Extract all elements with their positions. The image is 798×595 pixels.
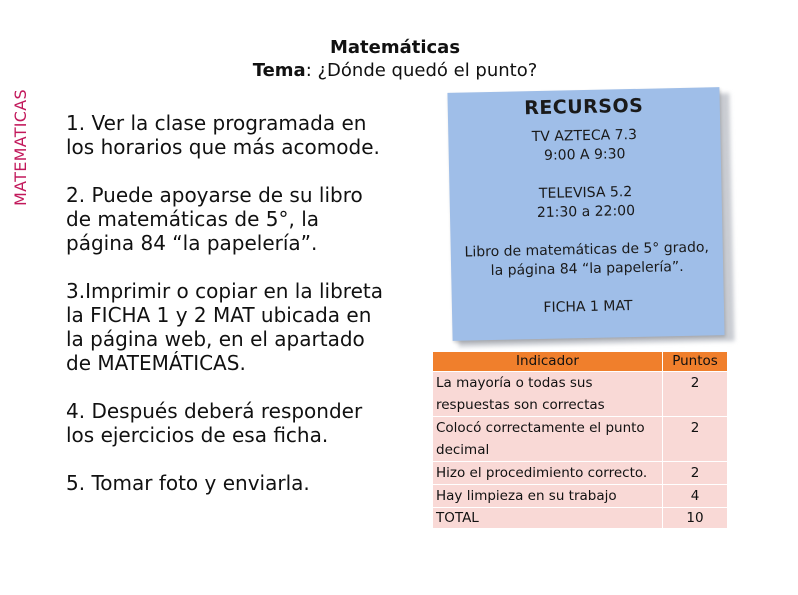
side-subject-label (5, 72, 35, 222)
points-cell: 2 (663, 372, 728, 417)
indicator-cell: La mayoría o todas sus respuestas son correctas (433, 372, 663, 417)
table-row (433, 417, 728, 462)
topic-label: Tema (252, 60, 306, 81)
table-row (433, 485, 728, 508)
side-subject-text: MATEMATICAS (10, 88, 30, 206)
topic-line (150, 59, 640, 82)
total-label: TOTAL (433, 508, 663, 529)
points-column-header: Puntos (663, 352, 728, 372)
points-cell: 4 (663, 485, 728, 508)
televisa-channel: TELEVISA 5.2 (538, 184, 633, 202)
indicator-cell: Hizo el procedimiento correcto. (433, 462, 663, 485)
points-cell: 2 (663, 462, 728, 485)
rubric-table (432, 351, 728, 529)
instruction-step: 3.Imprimir o copiar en la libreta la FICHA 1 y 2 MAT ubicada en la página web, en el apartado de MATEMÁTICAS. (66, 279, 383, 375)
resources-note (447, 87, 724, 341)
table-row (433, 462, 728, 485)
page-header (150, 36, 640, 82)
instruction-step: 1. Ver la clase programada en los horarios que más acomode. (66, 111, 380, 159)
rubric-header-row (433, 352, 728, 372)
tv-azteca-time: 9:00 A 9:30 (543, 146, 626, 164)
book-reference-line1: Libro de matemáticas de 5° grado, (464, 239, 710, 261)
resources-title: RECURSOS (523, 94, 644, 120)
page-title: Matemáticas (329, 37, 461, 58)
book-reference-line2: la página 84 “la papelería”. (490, 258, 684, 280)
instruction-step: 2. Puede apoyarse de su libro de matemáticas de 5°, la página 84 “la papelería”. (66, 183, 363, 255)
indicator-cell: Colocó correctamente el punto decimal (433, 417, 663, 462)
instructions-list (66, 111, 386, 519)
total-row (433, 508, 728, 529)
total-points: 10 (663, 508, 728, 529)
instruction-step: 4. Después deberá responder los ejercicios de esa ficha. (66, 399, 363, 447)
indicator-cell: Hay limpieza en su trabajo (433, 485, 663, 508)
worksheet-reference: FICHA 1 MAT (543, 298, 633, 316)
instruction-step: 5. Tomar foto y enviarla. (66, 471, 310, 495)
tv-azteca-channel: TV AZTECA 7.3 (531, 126, 638, 146)
topic-value: : ¿Dónde quedó el punto? (305, 60, 538, 81)
points-cell: 2 (663, 417, 728, 462)
indicator-column-header: Indicador (433, 352, 663, 372)
table-row (433, 372, 728, 417)
televisa-time: 21:30 a 22:00 (536, 202, 636, 222)
